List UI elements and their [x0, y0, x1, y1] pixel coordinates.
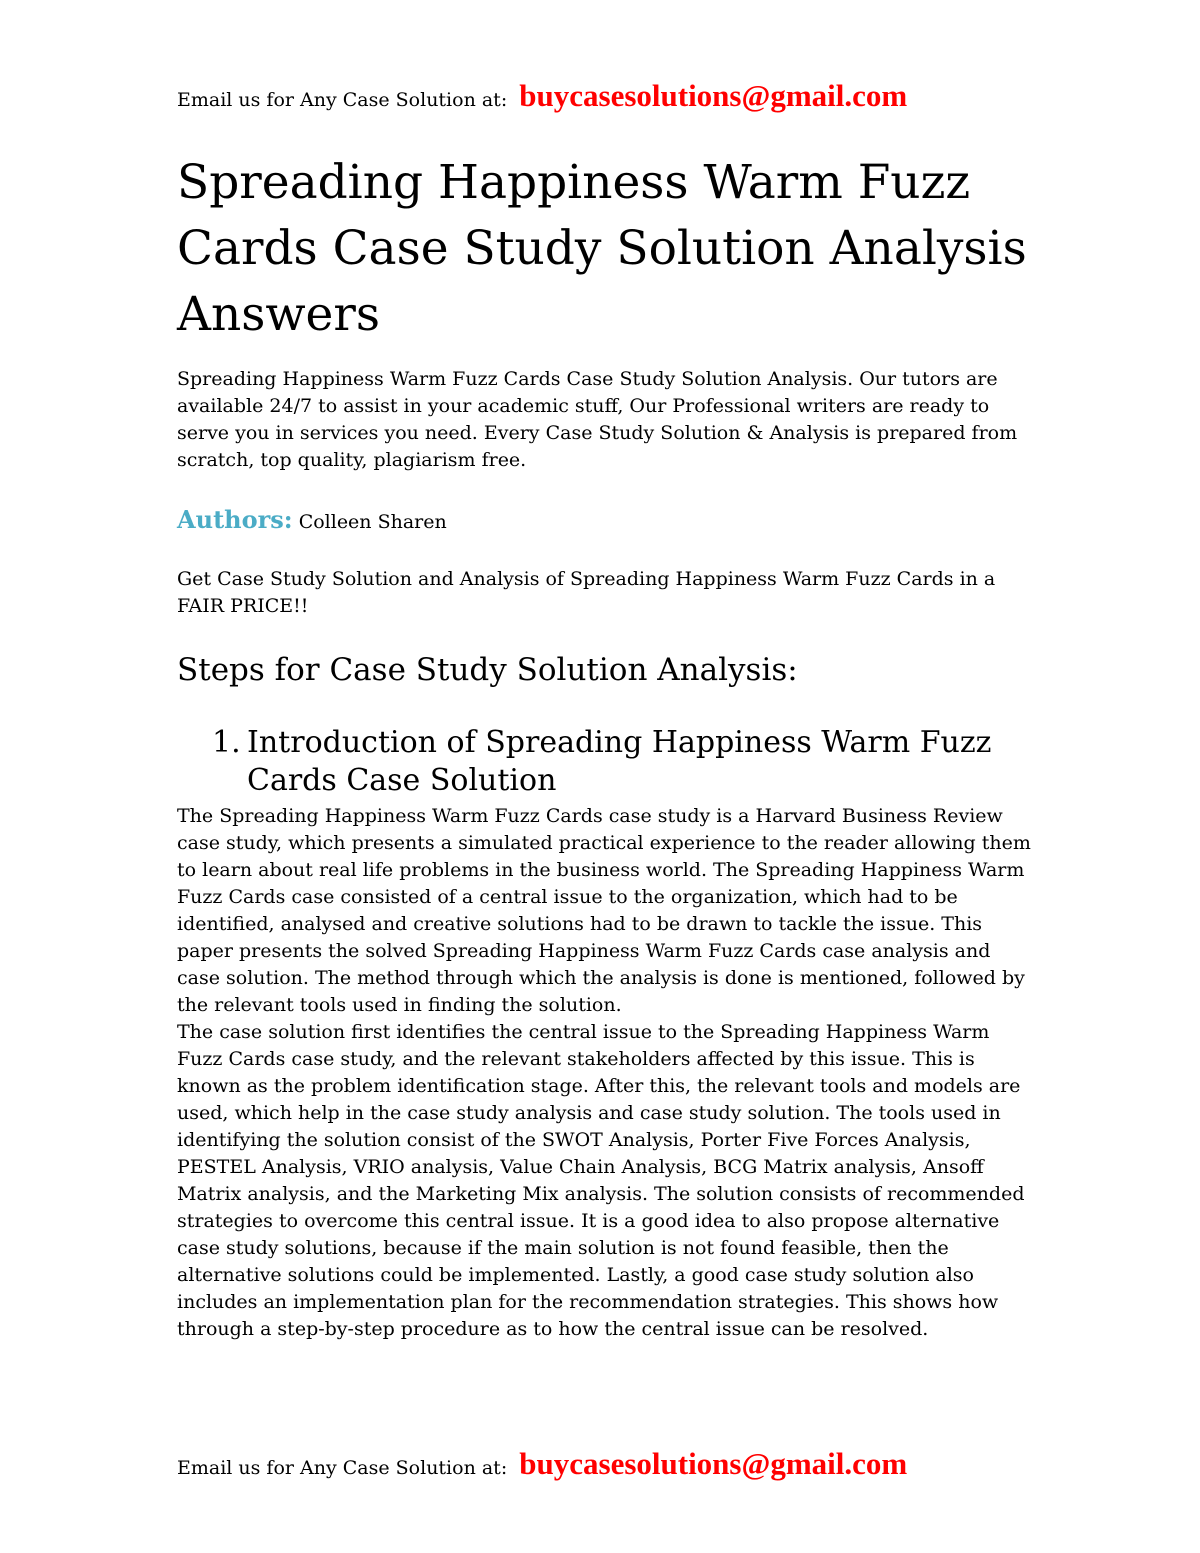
- document-title: Spreading Happiness Warm Fuzz Cards Case Study Solution Analysis Answers: [177, 155, 1027, 342]
- footer-email-prefix: Email us for Any Case Solution at:: [177, 1457, 508, 1479]
- authors-line: [177, 505, 1037, 534]
- header-email-link[interactable]: buycasesolutions@gmail.com: [519, 78, 908, 113]
- footer-email-link[interactable]: buycasesolutions@gmail.com: [519, 1446, 908, 1481]
- step-1-number: 1.: [212, 725, 241, 760]
- author-name: Colleen Sharen: [298, 511, 447, 533]
- intro-paragraph: Spreading Happiness Warm Fuzz Cards Case Study Solution Analysis. Our tutors are available 24/7 to assist in your academic stuff, Our Professional writers are ready to serve you in services you need. Every Case Study Solution & Analysis is prepared from scratch, top quality, plagiarism free.: [177, 368, 1018, 471]
- body-paragraph: The case solution first identifies the central issue to the Spreading Happiness Warm Fuzz Cards case study, and the relevant stakeholders affected by this issue. This is known as the problem identification stage. After this, the relevant tools and models are used, which help in the case study analysis and case study solution. The tools used in identifying the solution consist of the SWOT Analysis, Porter Five Forces Analysis, PESTEL Analysis, VRIO analysis, Value Chain Analysis, BCG Matrix analysis, Ansoff Matrix analysis, and the Marketing Mix analysis. The solution consists of recommended strategies to overcome this central issue. It is a good idea to also propose alternative case study solutions, because if the main solution is not found feasible, then the alternative solutions could be implemented. Lastly, a good case study solution also includes an implementation plan for the recommendation strategies. This shows how through a step-by-step procedure as to how the central issue can be resolved.: [177, 1021, 1025, 1340]
- header-email-prefix: Email us for Any Case Solution at:: [177, 89, 508, 111]
- steps-heading: Steps for Case Study Solution Analysis:: [177, 652, 798, 688]
- footer-email-line: [177, 1446, 1077, 1482]
- authors-label: Authors:: [177, 505, 293, 534]
- step-1-body: [177, 803, 1037, 1343]
- header-email-line: [177, 78, 1077, 114]
- step-1-title: Introduction of Spreading Happiness Warm Fuzz Cards Case Solution: [247, 725, 992, 798]
- body-paragraph: The Spreading Happiness Warm Fuzz Cards case study is a Harvard Business Review case study, which presents a simulated practical experience to the reader allowing them to learn about real life problems in the business world. The Spreading Happiness Warm Fuzz Cards case consisted of a central issue to the organization, which had to be identified, analysed and creative solutions had to be drawn to tackle the issue. This paper presents the solved Spreading Happiness Warm Fuzz Cards case analysis and case solution. The method through which the analysis is done is mentioned, followed by the relevant tools used in finding the solution.: [177, 805, 1031, 1016]
- fair-price-paragraph: Get Case Study Solution and Analysis of Spreading Happiness Warm Fuzz Cards in a FAIR PRICE!!: [177, 568, 996, 617]
- step-1-heading: [212, 724, 1032, 800]
